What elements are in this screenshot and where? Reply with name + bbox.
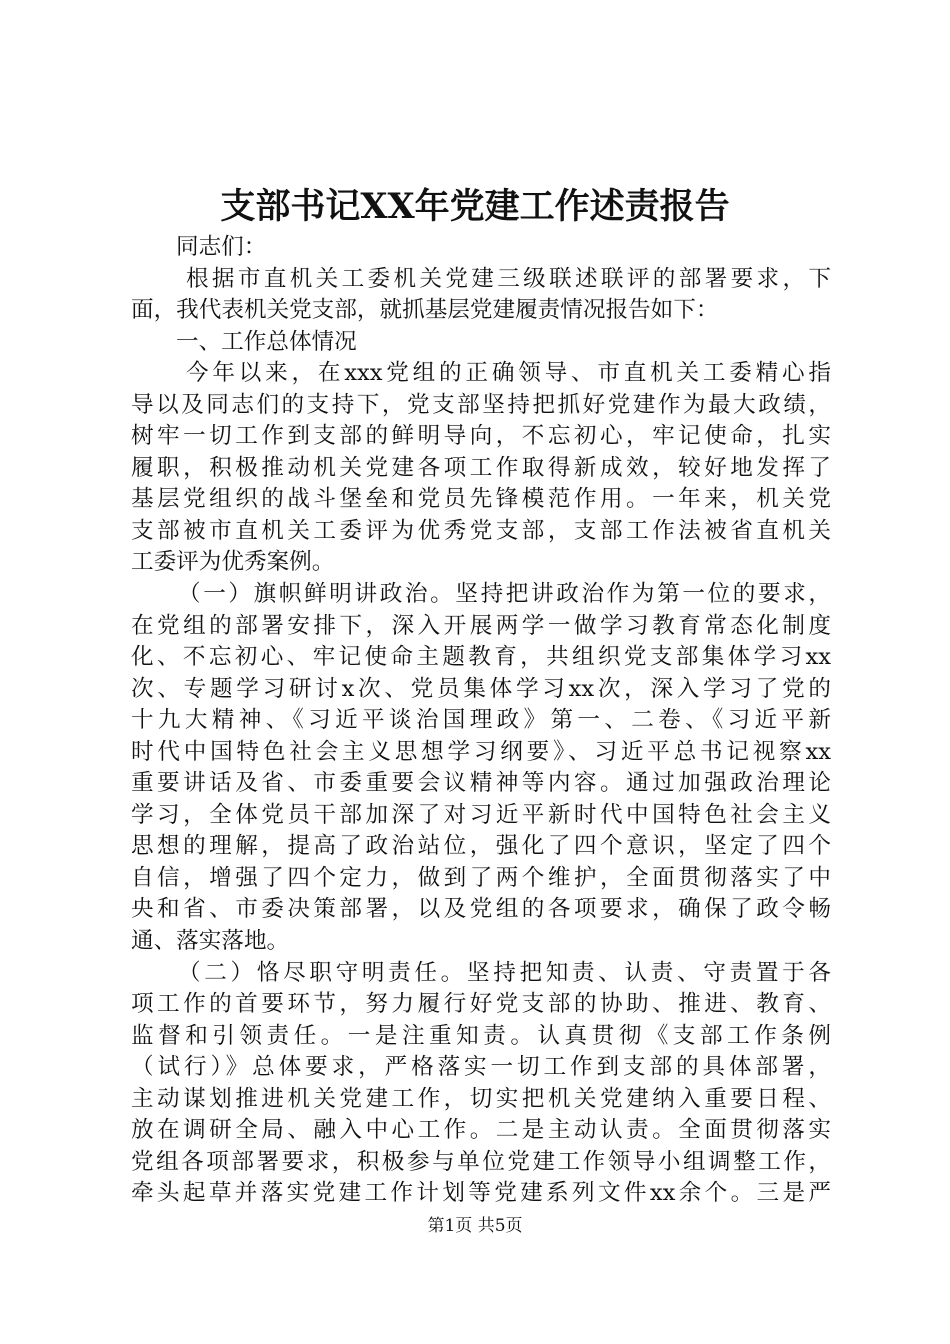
page-number-footer: 第1页 共5页 — [427, 1216, 523, 1236]
body-line: 央和省、市委决策部署，以及党组的各项要求，确保了政令畅 — [131, 896, 831, 923]
body-line: 自信，增强了四个定力，做到了两个维护，全面贯彻落实了中 — [131, 864, 831, 891]
body-line: 十九大精神、《习近平谈治国理政》第一、二卷、《习近平新 — [131, 707, 831, 734]
body-line: 根据市直机关工委机关党建三级联述联评的部署要求，下 — [186, 265, 831, 292]
body-line: 时代中国特色社会主义思想学习纲要》、习近平总书记视察xx — [131, 738, 831, 765]
body-line: 主动谋划推进机关党建工作，切实把机关党建纳入重要日程、 — [131, 1085, 831, 1112]
body-line: 重要讲话及省、市委重要会议精神等内容。通过加强政治理论 — [131, 770, 831, 797]
body-line: 今年以来，在xxx党组的正确领导、市直机关工委精心指 — [186, 360, 831, 387]
body-line: 履职，积极推动机关党建各项工作取得新成效，较好地发挥了 — [131, 454, 831, 481]
document-body — [131, 232, 831, 1210]
body-line: 放在调研全局、融入中心工作。二是主动认责。全面贯彻落实 — [131, 1117, 831, 1144]
body-line: 支部被市直机关工委评为优秀党支部，支部工作法被省直机关 — [131, 517, 831, 544]
body-line: 学习，全体党员干部加深了对习近平新时代中国特色社会主义 — [131, 801, 831, 828]
document-title: 支部书记XX年党建工作述责报告 — [220, 186, 730, 227]
body-line: 牵头起草并落实党建工作计划等党建系列文件xx余个。三是严 — [131, 1180, 831, 1207]
body-line: 工委评为优秀案例。 — [131, 549, 335, 576]
body-line: 次、专题学习研讨x次、党员集体学习xx次，深入学习了党的 — [131, 675, 831, 702]
body-line: 项工作的首要环节，努力履行好党支部的协助、推进、教育、 — [131, 991, 831, 1018]
subsection-line: （一）旗帜鲜明讲政治。坚持把讲政治作为第一位的要求， — [178, 581, 831, 608]
body-line: 在党组的部署安排下，深入开展两学一做学习教育常态化制度 — [131, 612, 831, 639]
body-line: 导以及同志们的支持下，党支部坚持把抓好党建作为最大政绩， — [131, 391, 831, 418]
body-line: （试行）》总体要求，严格落实一切工作到支部的具体部署， — [131, 1054, 831, 1081]
body-line: 化、不忘初心、牢记使命主题教育，共组织党支部集体学习xx — [131, 644, 831, 671]
body-line: 树牢一切工作到支部的鲜明导向，不忘初心，牢记使命，扎实 — [131, 423, 831, 450]
body-line: 面，我代表机关党支部，就抓基层党建履责情况报告如下： — [131, 297, 719, 324]
subsection-line: （二）恪尽职守明责任。坚持把知责、认责、守责置于各 — [178, 959, 831, 986]
body-line: 监督和引领责任。一是注重知责。认真贯彻《支部工作条例 — [131, 1022, 831, 1049]
salutation-line: 同志们： — [176, 234, 267, 260]
body-line: 思想的理解，提高了政治站位，强化了四个意识，坚定了四个 — [131, 833, 831, 860]
body-line: 基层党组织的战斗堡垒和党员先锋模范作用。一年来，机关党 — [131, 486, 831, 513]
body-line: 通、落实落地。 — [131, 928, 290, 955]
body-line: 党组各项部署要求，积极参与单位党建工作领导小组调整工作， — [131, 1148, 831, 1175]
section-heading: 一、工作总体情况 — [176, 328, 357, 355]
